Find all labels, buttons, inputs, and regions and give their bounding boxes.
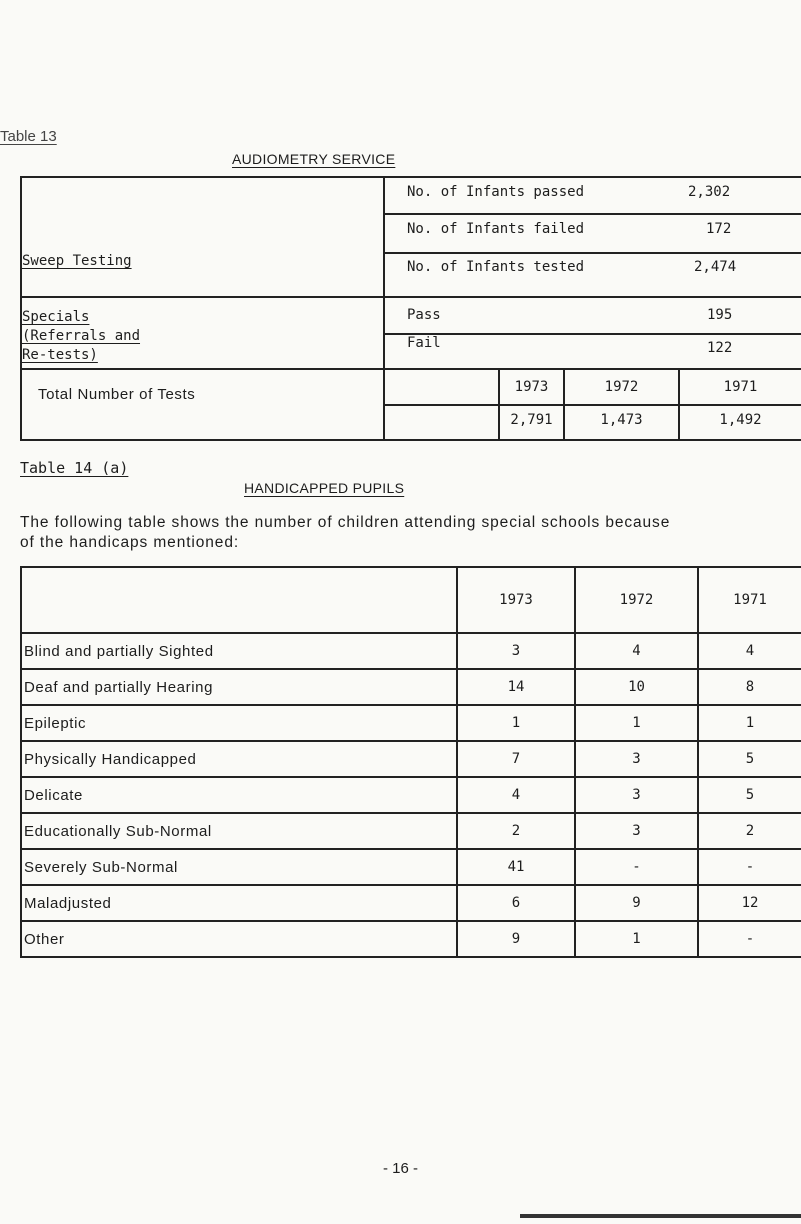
specials-label-2: (Referrals and	[22, 328, 141, 344]
row-label: Severely Sub-Normal	[21, 849, 457, 885]
row-label: Delicate	[21, 777, 457, 813]
row-label: Other	[21, 921, 457, 957]
table-13-label: Table 13	[0, 128, 57, 145]
cell-1973: 9	[457, 921, 575, 957]
infants-failed-value: 172	[706, 221, 732, 237]
specials-pass-value: 195	[707, 307, 733, 323]
table-13-caption: AUDIOMETRY SERVICE	[232, 151, 396, 167]
cell-1971: 5	[698, 777, 801, 813]
total-year-1971: 1971	[723, 379, 758, 395]
cell-1971: 1	[698, 705, 801, 741]
handicapped-pupils-table	[20, 566, 801, 958]
table-row	[21, 849, 801, 885]
infants-tested-value: 2,474	[694, 259, 737, 275]
year-header-1972: 1972	[575, 567, 698, 633]
infants-tested-label: No. of Infants tested	[407, 259, 585, 275]
cell-1971: -	[698, 849, 801, 885]
cell-1973: 7	[457, 741, 575, 777]
row-label: Maladjusted	[21, 885, 457, 921]
audiometry-table	[20, 176, 801, 441]
row-label: Educationally Sub-Normal	[21, 813, 457, 849]
infants-passed-label: No. of Infants passed	[407, 184, 585, 200]
total-year-1973: 1973	[514, 379, 549, 395]
table-row	[21, 705, 801, 741]
cell-1972: 10	[575, 669, 698, 705]
intro-text-line-1: The following table shows the number of children attending special schools because	[20, 514, 671, 531]
specials-label-3: Re-tests)	[22, 347, 98, 363]
table-row	[21, 669, 801, 705]
table-row	[21, 633, 801, 669]
sweep-testing-label: Sweep Testing	[22, 253, 132, 269]
cell-1972: 3	[575, 813, 698, 849]
bottom-edge-line	[520, 1214, 801, 1218]
total-tests-label: Total Number of Tests	[38, 386, 196, 403]
cell-1971: 4	[698, 633, 801, 669]
total-value-1973: 2,791	[510, 412, 553, 428]
infants-failed-label: No. of Infants failed	[407, 221, 585, 237]
cell-1973: 2	[457, 813, 575, 849]
page-number: - 16 -	[382, 1160, 418, 1177]
cell-1972: 4	[575, 633, 698, 669]
total-year-1972: 1972	[604, 379, 639, 395]
year-header-1973: 1973	[457, 567, 575, 633]
specials-fail-value: 122	[707, 340, 733, 356]
cell-1973: 41	[457, 849, 575, 885]
cell-1972: -	[575, 849, 698, 885]
cell-1973: 1	[457, 705, 575, 741]
table-row	[21, 777, 801, 813]
specials-pass-label: Pass	[407, 307, 441, 323]
table-row	[21, 813, 801, 849]
table-14-caption: HANDICAPPED PUPILS	[244, 480, 405, 496]
cell-1972: 9	[575, 885, 698, 921]
cell-1972: 1	[575, 705, 698, 741]
specials-label: Specials	[22, 309, 90, 325]
table-row	[21, 921, 801, 957]
cell-1973: 6	[457, 885, 575, 921]
table-row	[21, 885, 801, 921]
header-blank-cell	[21, 567, 457, 633]
infants-passed-value: 2,302	[688, 184, 731, 200]
cell-1971: -	[698, 921, 801, 957]
cell-1971: 2	[698, 813, 801, 849]
total-value-1972: 1,473	[600, 412, 643, 428]
row-label: Deaf and partially Hearing	[21, 669, 457, 705]
row-label: Epileptic	[21, 705, 457, 741]
cell-1971: 5	[698, 741, 801, 777]
cell-1972: 3	[575, 741, 698, 777]
row-label: Physically Handicapped	[21, 741, 457, 777]
specials-fail-label: Fail	[407, 335, 441, 351]
cell-1971: 8	[698, 669, 801, 705]
total-value-1971: 1,492	[719, 412, 762, 428]
intro-text-line-2: of the handicaps mentioned:	[20, 534, 240, 551]
cell-1973: 14	[457, 669, 575, 705]
cell-1972: 3	[575, 777, 698, 813]
cell-1973: 3	[457, 633, 575, 669]
year-header-1971: 1971	[698, 567, 801, 633]
cell-1972: 1	[575, 921, 698, 957]
row-label: Blind and partially Sighted	[21, 633, 457, 669]
table-row	[21, 741, 801, 777]
cell-1973: 4	[457, 777, 575, 813]
table-14-label: Table 14 (a)	[20, 459, 129, 477]
table-header-row	[21, 567, 801, 633]
cell-1971: 12	[698, 885, 801, 921]
